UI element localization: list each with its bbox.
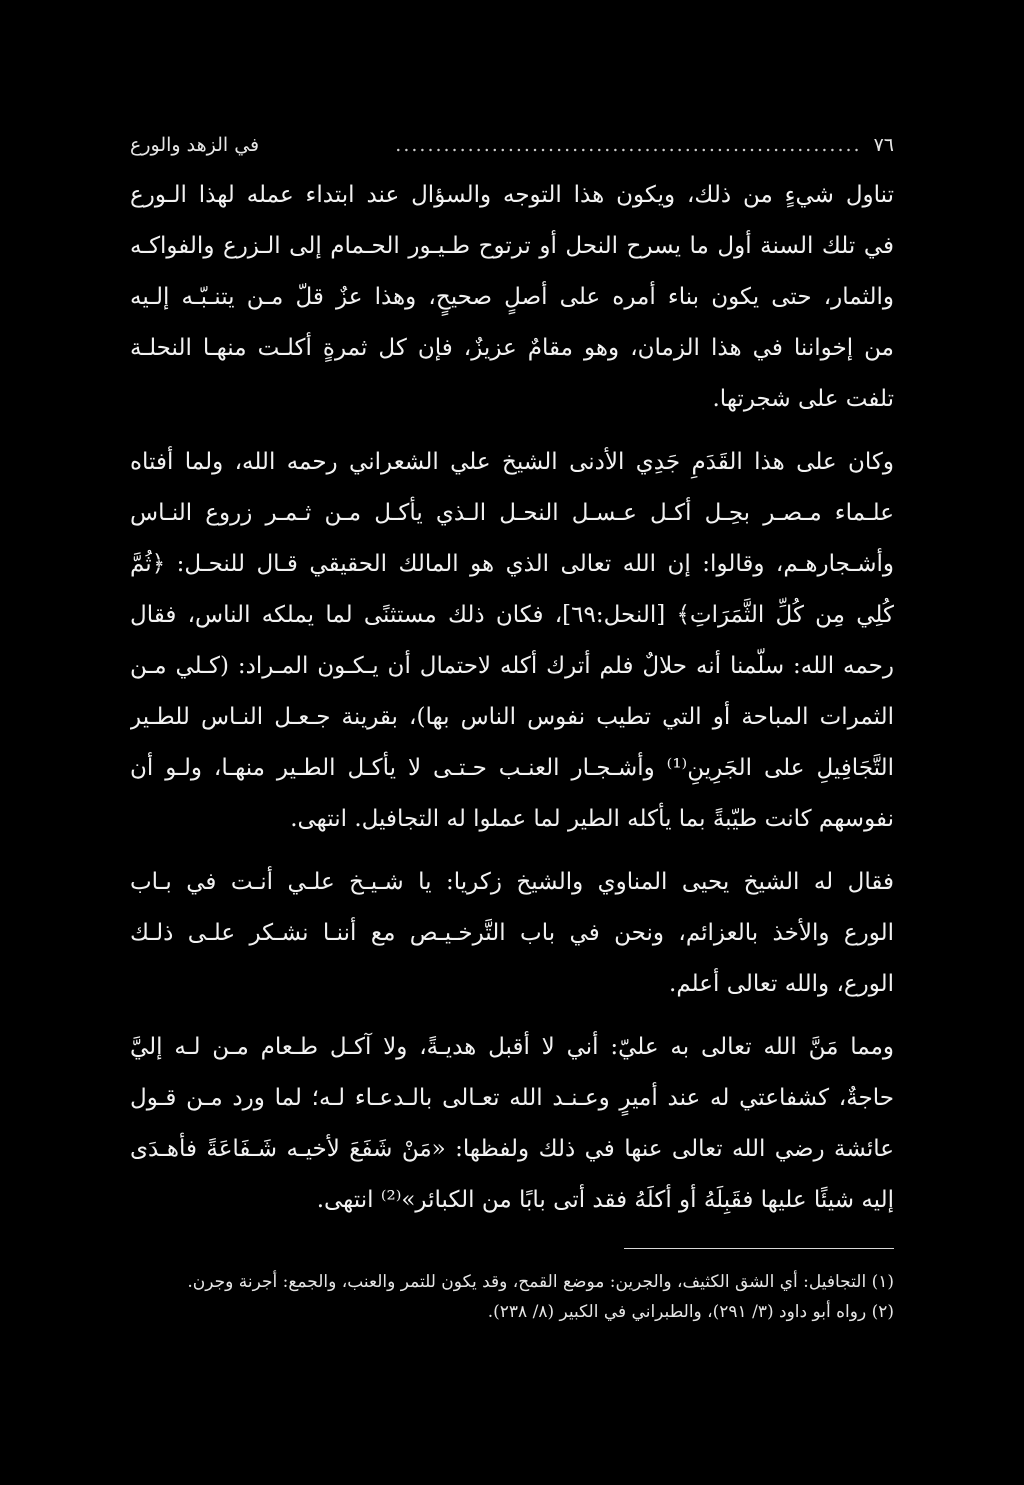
quran-verse-line: كُلِي مِن كُلِّ الثَّمَرَاتِ﴾ [النحل:٦٩]، فكان ذلك مستثنًى لما يملكه الناس، فقال <box>130 602 894 628</box>
body-text <box>130 170 894 1226</box>
footnote-1: (١) التجافيل: أي الشق الكثيف، والجرين: موضع القمح، وقد يكون للتمر والعنب، والجمع: أجرنة وجرن. <box>187 1272 894 1292</box>
page-number: ٧٦ <box>873 134 894 156</box>
footnote-2: (٢) رواه أبو داود (٣/ ٢٩١)، والطبراني في الكبير (٨/ ٢٣٨). <box>487 1302 894 1322</box>
text-line: وكان على هذا القَدَمِ جَدِي الأدنى الشيخ علي الشعراني رحمه الله، ولما أفتاه <box>130 449 894 475</box>
header-leader-dots: .......................................................... <box>395 134 862 156</box>
footnote-divider <box>624 1248 894 1249</box>
text-line: من إخواننا في هذا الزمان، وهو مقامٌ عزيزٌ، فإن كل ثمرةٍ أكلـت منهـا النحلـة <box>130 335 894 361</box>
text-line-with-footnote-ref: التَّجَافِيلِ على الجَرِينِ⁽¹⁾ وأشـجـار العنـب حـتـى لا يأكـل الطـير منهـا، ولـو أن <box>130 755 894 781</box>
text-line: الثمرات المباحة أو التي تطيب نفوس الناس بها)، بقرينة جـعـل النـاس للطـير <box>130 704 894 730</box>
text-line: وأشـجارهـم، وقالوا: إن الله تعالى الذي هو المالك الحقيقي قـال للنحـل: ﴿ثُمَّ <box>130 551 894 577</box>
book-page <box>130 128 894 1327</box>
text-line: فقال له الشيخ يحيى المناوي والشيخ زكريا: يا شـيـخ علـي أنـت في بـاب <box>130 869 894 895</box>
text-line: رحمه الله: سلّمنا أنه حلالٌ فلم أترك أكله لاحتمال أن يـكـون المـراد: (كـلي مـن <box>130 653 894 679</box>
text-line: في تلك السنة أول ما يسرح النحل أو ترتوح طـيـور الحـمام إلى الـزرع والفواكـه <box>130 233 894 259</box>
text-line: علـماء مـصـر بحِـل أكـل عـسـل النحـل الـذي يأكـل مـن ثـمـر زروع النـاس <box>130 500 894 526</box>
paragraph-3 <box>130 857 894 1010</box>
text-line: حاجةٌ، كشفاعتي له عند أميرٍ وعـنـد الله تعـالى بالـدعـاء لـه؛ لما ورد مـن قـول <box>130 1085 894 1111</box>
text-line: الورع والأخذ بالعزائم، ونحن في باب التَّرخـيـص مع أننـا نشـكر علـى ذلـك <box>130 920 894 946</box>
text-line: والثمار، حتى يكون بناء أمره على أصلٍ صحيحٍ، وهذا عزٌ قلّ مـن يتنـبّـه إلـيه <box>130 284 894 310</box>
text-line: تلفت على شجرتها. <box>712 386 894 412</box>
text-line: نفوسهم كانت طيّبةً بما يأكله الطير لما عملوا له التجافيل. انتهى. <box>290 806 894 832</box>
text-line: تناول شيءٍ من ذلك، ويكون هذا التوجه والسؤال عند ابتداء عمله لهذا الـورع <box>130 182 894 208</box>
text-line: عائشة رضي الله تعالى عنها في ذلك ولفظها: «مَنْ شَفَعَ لأخيـه شَـفَاعَةً فأهـدَى <box>130 1136 894 1162</box>
footnotes <box>130 1267 894 1327</box>
text-line: ومما مَنَّ الله تعالى به عليّ: أني لا أقبل هديـةً، ولا آكـل طـعام مـن لـه إليَّ <box>130 1034 894 1060</box>
paragraph-2 <box>130 437 894 845</box>
text-line-with-footnote-ref: إليه شيئًا عليها فقَبِلَهُ أو أكلَهُ فقد أتى بابًا من الكبائر»⁽²⁾ انتهى. <box>316 1187 894 1213</box>
running-header <box>130 128 894 162</box>
paragraph-4 <box>130 1022 894 1226</box>
header-title: في الزهد والورع <box>130 134 260 156</box>
paragraph-1 <box>130 170 894 425</box>
text-line: الورع، والله تعالى أعلم. <box>669 971 894 997</box>
